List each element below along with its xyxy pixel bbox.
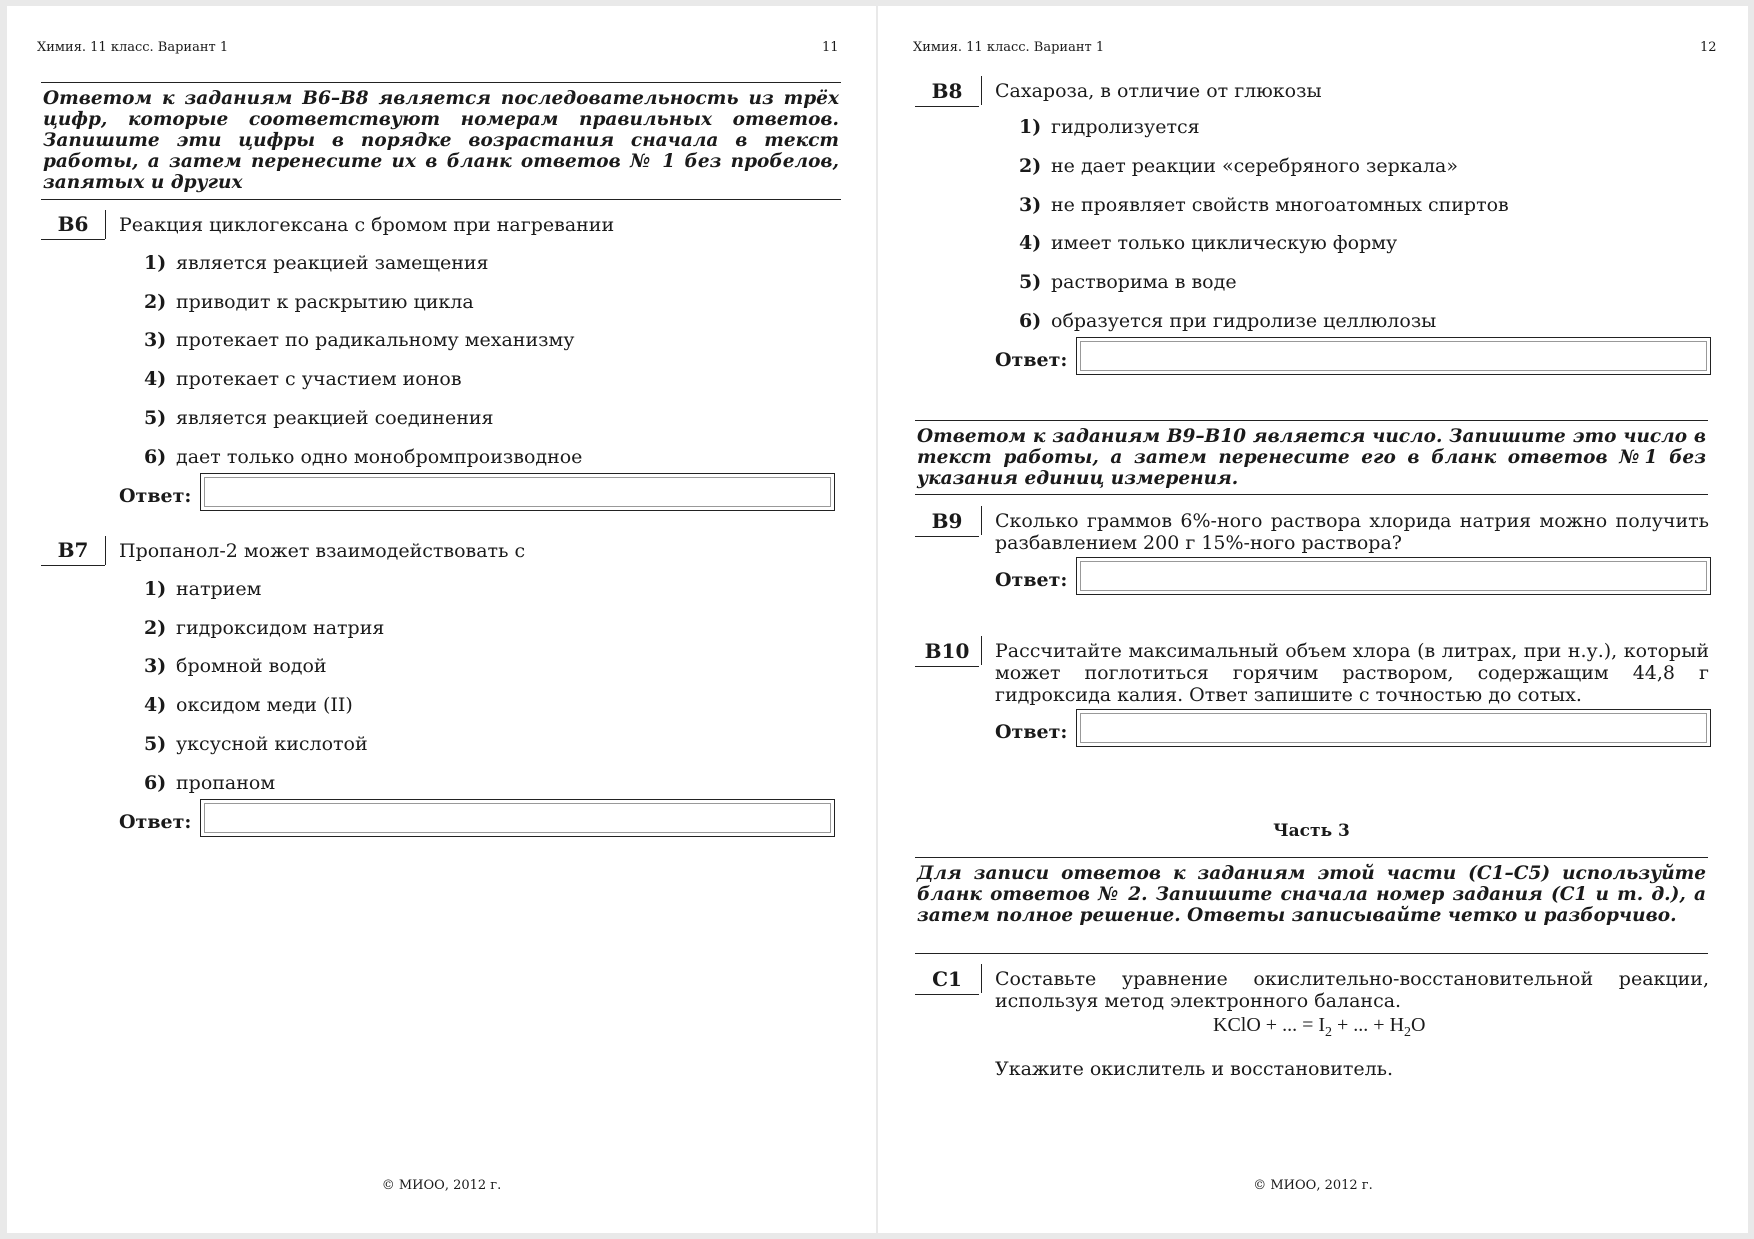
option-b8-4: 4) имеет только циклическую форму [1019,232,1398,254]
option-b7-5: 5) уксусной кислотой [144,733,368,755]
part-3-title: Часть 3 [1273,821,1350,841]
option-b6-5: 5) является реакцией соединения [144,407,494,429]
page-right [878,6,1748,1233]
option-b6-6: 6) дает только одно монобромпроизводное [144,446,583,468]
question-number-b9: В9 [915,509,979,537]
divider [105,210,106,239]
option-b6-4: 4) протекает с участием ионов [144,368,462,390]
divider [915,953,1708,954]
question-number-c1: С1 [915,967,979,995]
question-text-b8: Сахароза, в отличие от глюкозы [995,80,1322,102]
option-b6-1: 1) является реакцией замещения [144,252,489,274]
option-b8-1: 1) гидролизуется [1019,116,1200,138]
instruction-part-3: Для записи ответов к заданиям этой части (С1–С5) используйте бланк ответов № 2. Запишите сначала номер задания (С1 и т. д.), а затем полное решение. Ответы записывайте четко и разборчиво. [917,863,1706,926]
answer-label-b7: Ответ: [119,811,192,833]
answer-field-b7[interactable] [200,799,835,837]
question-number-b10: В10 [915,639,979,667]
divider [981,506,982,535]
divider [981,636,982,665]
divider [41,199,841,200]
option-b8-6: 6) образуется при гидролизе целлюлозы [1019,310,1437,332]
question-note-c1: Укажите окислитель и восстановитель. [995,1058,1394,1080]
question-text-b9: Сколько граммов 6%-ного раствора хлорида натрия можно получить разбавлением 200 г 15%-ного раствора? [995,510,1709,554]
divider [41,82,841,83]
page-header: Химия. 11 класс. Вариант 1 [37,40,229,55]
option-b8-5: 5) растворима в воде [1019,271,1237,293]
instruction-b6-b8: Ответом к заданиям В6–В8 является последовательность из трёх цифр, которые соответствуют номерам правильных ответов. Запишите эти цифры в порядке возрастания сначала в текст работы, а затем перенесите их в бланк ответов № 1 без пробелов, запятых и других [43,88,839,193]
page-footer: © МИОО, 2012 г. [381,1178,502,1193]
question-text-c1: Составьте уравнение окислительно-восстановительной реакции, используя метод электронного баланса. [995,968,1709,1012]
question-text-b6: Реакция циклогексана с бромом при нагревании [119,214,615,236]
reaction-formula: KClO + ... = $I_2$ + ... + $H_2O$ [1213,1014,1426,1040]
divider [915,494,1708,495]
page-footer: © МИОО, 2012 г. [1253,1178,1373,1193]
option-b6-3: 3) протекает по радикальному механизму [144,329,575,351]
instruction-b9-b10: Ответом к заданиям В9–В10 является число. Запишите это число в текст работы, а затем перенесите его в бланк ответов №1 без указания единиц измерения. [917,426,1706,489]
page-number: 12 [1700,40,1717,55]
question-text-b10: Рассчитайте максимальный объем хлора (в литрах, при н.у.), который может поглотиться горячим раствором, содержащим 44,8 г гидроксида калия. Ответ запишите с точностью до сотых. [995,640,1709,706]
option-b7-6: 6) пропаном [144,772,276,794]
divider [915,420,1708,421]
divider [981,76,982,105]
answer-label-b9: Ответ: [995,569,1068,591]
answer-field-b9[interactable] [1076,557,1711,595]
answer-field-b6[interactable] [200,473,835,511]
option-b8-2: 2) не дает реакции «серебряного зеркала» [1019,155,1458,177]
divider [915,857,1708,858]
answer-label-b6: Ответ: [119,485,192,507]
question-number-b8: В8 [915,79,979,107]
page-number: 11 [822,40,839,55]
divider [105,536,106,565]
answer-label-b10: Ответ: [995,721,1068,743]
option-b7-3: 3) бромной водой [144,655,327,677]
divider [981,964,982,993]
option-b7-2: 2) гидроксидом натрия [144,617,385,639]
option-b7-4: 4) оксидом меди (II) [144,694,353,716]
answer-field-b8[interactable] [1076,337,1711,375]
option-b6-2: 2) приводит к раскрытию цикла [144,291,474,313]
page-header: Химия. 11 класс. Вариант 1 [913,40,1105,55]
question-number-b6: В6 [41,212,105,240]
question-text-b7: Пропанол-2 может взаимодействовать с [119,540,526,562]
option-b7-1: 1) натрием [144,578,262,600]
question-number-b7: В7 [41,538,105,566]
option-b8-3: 3) не проявляет свойств многоатомных спиртов [1019,194,1509,216]
answer-label-b8: Ответ: [995,349,1068,371]
answer-field-b10[interactable] [1076,709,1711,747]
page-left [7,6,876,1233]
